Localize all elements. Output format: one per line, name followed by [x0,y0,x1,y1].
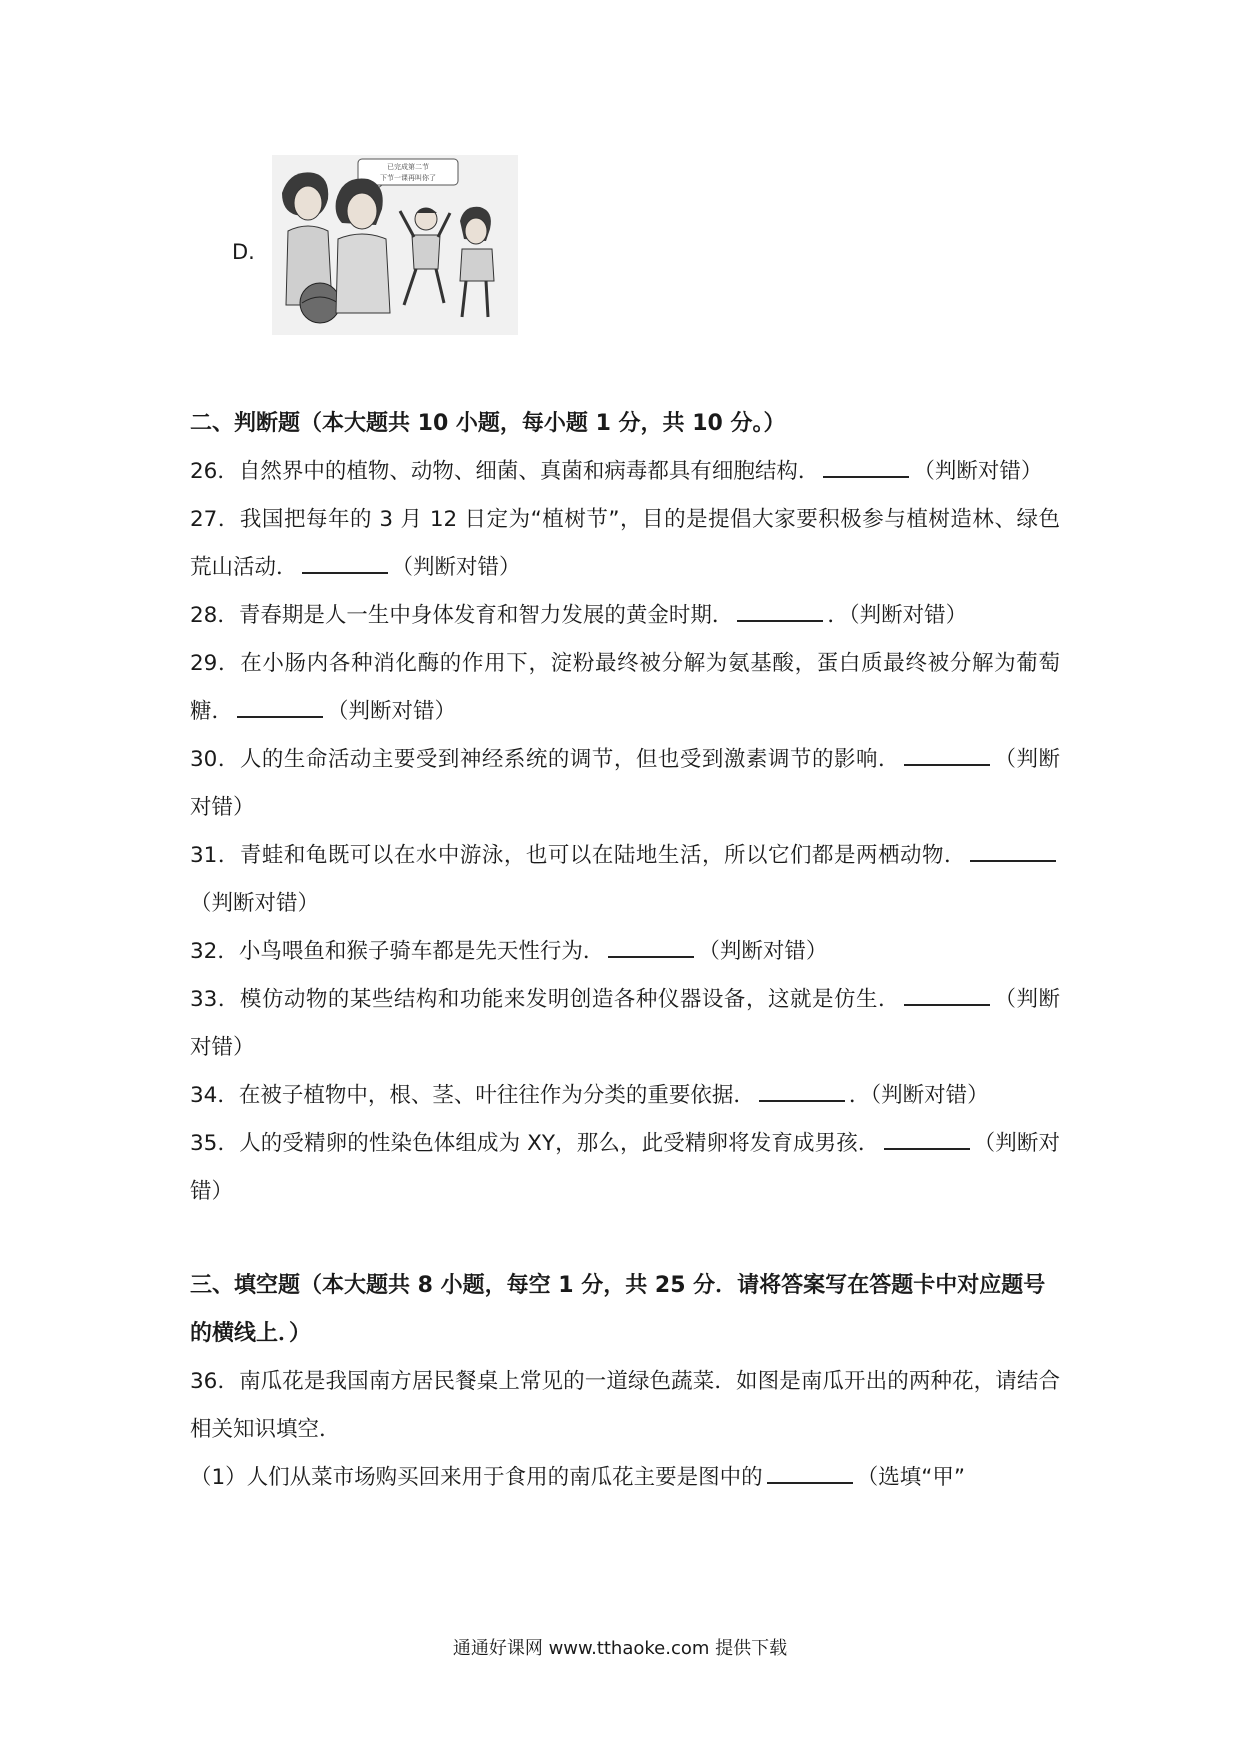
answer-blank[interactable] [970,840,1056,862]
question-36-part-1 [190,1454,1060,1502]
question-33 [190,976,1060,1072]
question-28 [190,592,1060,640]
page-footer: 通通好课网 www.tthaoke.com 提供下载 [452,1638,788,1659]
question-36: 36．南瓜花是我国南方居民餐桌上常见的一道绿色蔬菜．如图是南瓜开出的两种花，请结合相关知识填空． [190,1369,1060,1442]
main-content [190,400,1060,1502]
question-text: 28．青春期是人一生中身体发育和智力发展的黄金时期． [190,603,734,628]
question-text: 29．在小肠内各种消化酶的作用下，淀粉最终被分解为氨基酸，蛋白质最终被分解为葡萄糖． [190,651,1060,724]
question-text: （1）人们从菜市场购买回来用于食用的南瓜花主要是图中的 [190,1465,763,1490]
answer-blank[interactable] [759,1080,845,1102]
question-32 [190,928,1060,976]
question-text: 33．模仿动物的某些结构和功能来发明创造各种仪器设备，这就是仿生． [190,987,900,1012]
speech-bubble-text-2: 下节一课再叫你了 [380,174,436,182]
question-26 [190,448,1060,496]
answer-blank[interactable] [904,984,990,1006]
question-text: 26．自然界中的植物、动物、细菌、真菌和病毒都具有细胞结构． [190,459,820,484]
answer-blank[interactable] [823,456,909,478]
question-29 [190,640,1060,736]
question-text: 30．人的生命活动主要受到神经系统的调节，但也受到激素调节的影响． [190,747,900,772]
question-34 [190,1072,1060,1120]
question-text: 35．人的受精卵的性染色体组成为 XY，那么，此受精卵将发育成男孩． [190,1131,880,1156]
question-suffix: （选填“甲” [856,1465,965,1490]
question-suffix: （判断对错） [190,987,1060,1060]
question-suffix: （判断对错） [190,891,320,916]
answer-blank[interactable] [904,744,990,766]
section-3-title: 三、填空题（本大题共 8 小题，每空 1 分，共 25 分．请将答案写在答题卡中对应题号的横线上．） [190,1273,1046,1346]
question-suffix: （判断对错） [327,699,457,724]
question-text: 27．我国把每年的 3 月 12 日定为“植树节”，目的是提倡大家要积极参与植树造林、绿色荒山活动． [190,507,1060,580]
answer-blank[interactable] [302,552,388,574]
question-31 [190,832,1060,928]
answer-blank[interactable] [884,1128,970,1150]
option-d-label: D. [232,240,255,264]
question-suffix: （判断对错） [391,555,521,580]
section-spacer [190,1216,1060,1262]
question-suffix: （判断对错） [190,1131,1060,1204]
girl-middle-figure [336,178,390,313]
question-35 [190,1120,1060,1216]
question-suffix: ．（判断对错） [827,603,968,628]
speech-bubble-text-1: 已完成第二节 [387,163,429,171]
option-d-illustration [272,155,518,335]
answer-blank[interactable] [608,936,694,958]
question-suffix: （判断对错） [190,747,1060,820]
question-suffix: （判断对错） [698,939,828,964]
question-text: 34．在被子植物中，根、茎、叶往往作为分类的重要依据． [190,1083,755,1108]
section-2-title: 二、判断题（本大题共 10 小题，每小题 1 分，共 10 分。） [190,411,786,436]
question-text: 32．小鸟喂鱼和猴子骑车都是先天性行为． [190,939,605,964]
answer-blank[interactable] [237,696,323,718]
answer-blank[interactable] [767,1462,853,1484]
question-30 [190,736,1060,832]
question-text: 31．青蛙和龟既可以在水中游泳，也可以在陆地生活，所以它们都是两栖动物． [190,843,966,868]
question-27 [190,496,1060,592]
answer-blank[interactable] [737,600,823,622]
question-suffix: ．（判断对错） [848,1083,989,1108]
question-suffix: （判断对错） [913,459,1043,484]
